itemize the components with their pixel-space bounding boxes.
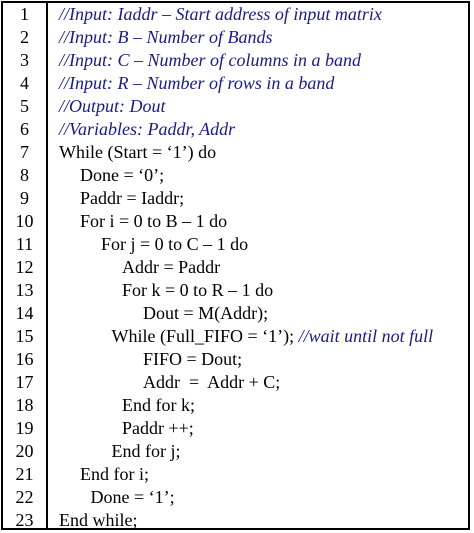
- code-comment: //Input: Iaddr – Start address of input matrix: [59, 4, 382, 24]
- code-line: [3, 486, 468, 509]
- code-text: For i = 0 to B – 1 do: [80, 211, 228, 231]
- line-number: 11: [15, 234, 34, 254]
- line-number: 4: [20, 73, 29, 93]
- line-number: 20: [15, 441, 34, 461]
- code-text: Addr = Paddr: [122, 257, 221, 277]
- code-text: Done = ‘1’;: [90, 487, 175, 507]
- pseudocode-listing: [1, 1, 470, 530]
- line-code: [122, 279, 273, 302]
- line-number: 14: [15, 303, 34, 323]
- code-line: [3, 302, 468, 325]
- code-line: [3, 509, 468, 532]
- code-text: End for j;: [111, 441, 181, 461]
- code-comment: //Input: R – Number of rows in a band: [59, 73, 335, 93]
- line-number: 15: [15, 326, 34, 346]
- code-line: [3, 371, 468, 394]
- line-number: 23: [15, 510, 34, 530]
- line-code: [80, 187, 184, 210]
- code-line: [3, 394, 468, 417]
- line-number: 9: [20, 188, 29, 208]
- code-text: Addr = Addr + C;: [143, 372, 281, 392]
- code-text: Paddr ++;: [122, 418, 194, 438]
- code-line: [3, 210, 468, 233]
- line-code: [80, 463, 149, 486]
- code-text: For j = 0 to C – 1 do: [101, 234, 249, 254]
- code-line: [3, 118, 468, 141]
- line-code: [59, 118, 235, 141]
- code-line: [3, 3, 468, 26]
- line-code: [59, 95, 166, 118]
- code-text: End while;: [59, 510, 138, 530]
- code-comment: //Variables: Paddr, Addr: [59, 119, 236, 139]
- code-line: [3, 26, 468, 49]
- line-number: 19: [15, 418, 34, 438]
- code-text: While (Start = ‘1’) do: [59, 142, 217, 162]
- code-line: [3, 49, 468, 72]
- line-code: [143, 348, 242, 371]
- line-code: [122, 417, 194, 440]
- line-code: [59, 26, 273, 49]
- line-number: 18: [15, 395, 34, 415]
- code-comment: //wait until not full: [298, 326, 434, 346]
- code-text: End for k;: [122, 395, 195, 415]
- line-code: [112, 325, 434, 348]
- code-text: Dout = M(Addr);: [143, 303, 269, 323]
- line-number: 16: [15, 349, 34, 369]
- line-number: 2: [20, 27, 29, 47]
- line-number: 17: [15, 372, 34, 392]
- line-number: 12: [15, 257, 34, 277]
- line-code: [122, 256, 220, 279]
- code-text: While (Full_FIFO = ‘1’);: [111, 326, 299, 346]
- line-number: 21: [15, 464, 34, 484]
- line-number: 10: [15, 211, 34, 231]
- line-number: 8: [20, 165, 29, 185]
- code-line: [3, 95, 468, 118]
- code-comment: //Output: Dout: [59, 96, 166, 116]
- line-code: [143, 371, 280, 394]
- line-number: 7: [20, 142, 29, 162]
- line-number: 6: [20, 119, 29, 139]
- line-code: [59, 49, 361, 72]
- line-code: [112, 440, 181, 463]
- line-code: [101, 233, 248, 256]
- line-code: [59, 72, 334, 95]
- line-number: 3: [20, 50, 29, 70]
- code-comment: //Input: C – Number of columns in a band: [59, 50, 361, 70]
- line-code: [91, 486, 175, 509]
- code-comment: //Input: B – Number of Bands: [59, 27, 273, 47]
- code-line: [3, 72, 468, 95]
- line-code: [122, 394, 195, 417]
- code-text: Done = ‘0’;: [80, 165, 165, 185]
- line-code: [59, 509, 138, 532]
- code-text: For k = 0 to R – 1 do: [122, 280, 274, 300]
- code-line: [3, 187, 468, 210]
- code-line: [3, 164, 468, 187]
- code-line: [3, 141, 468, 164]
- code-line: [3, 440, 468, 463]
- line-number: 1: [20, 4, 29, 24]
- code-line: [3, 233, 468, 256]
- line-number: 5: [20, 96, 29, 116]
- code-line: [3, 279, 468, 302]
- line-code: [59, 141, 216, 164]
- code-line: [3, 348, 468, 371]
- code-text: Paddr = Iaddr;: [80, 188, 185, 208]
- code-line: [3, 417, 468, 440]
- line-code: [59, 3, 382, 26]
- line-code: [80, 210, 227, 233]
- line-number: 22: [15, 487, 34, 507]
- code-line: [3, 325, 468, 348]
- code-line: [3, 256, 468, 279]
- code-text: End for i;: [80, 464, 149, 484]
- line-code: [143, 302, 268, 325]
- line-code: [80, 164, 164, 187]
- code-text: FIFO = Dout;: [143, 349, 243, 369]
- code-line: [3, 463, 468, 486]
- line-number: 13: [15, 280, 34, 300]
